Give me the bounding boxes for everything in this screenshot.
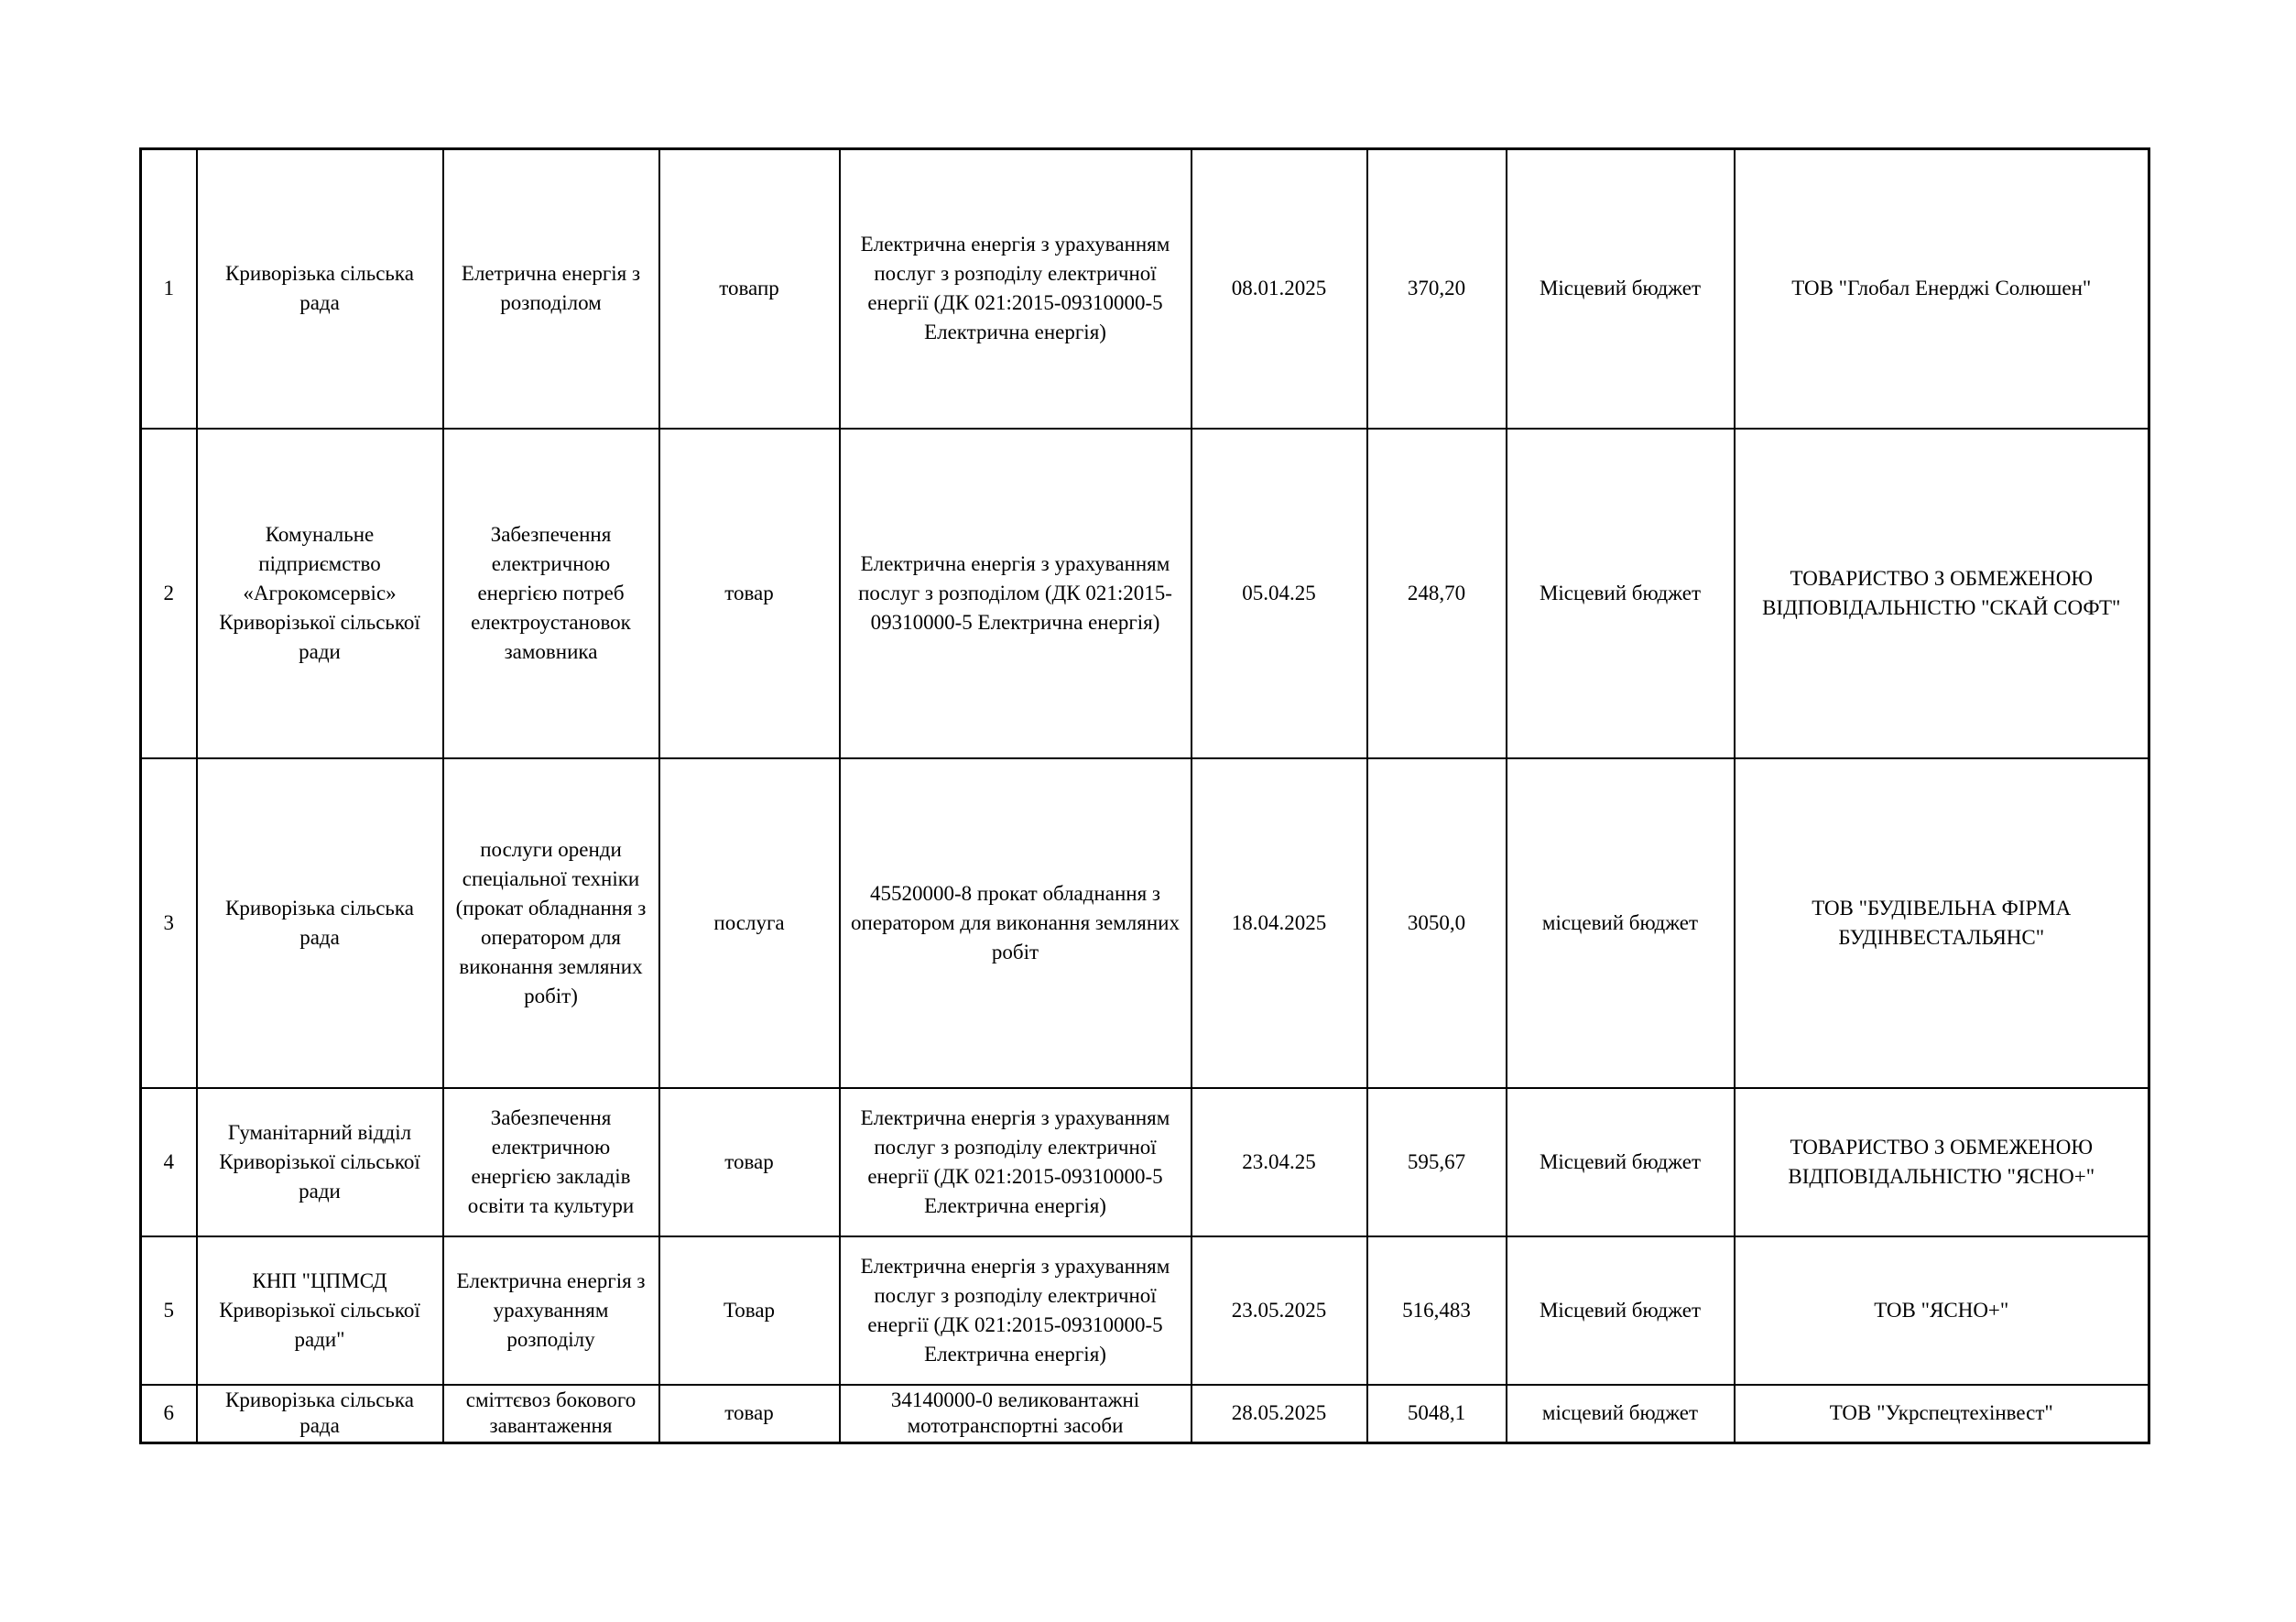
date-cell: 08.01.2025 — [1192, 149, 1367, 429]
type-cell: товапр — [659, 149, 840, 429]
subject-cell: сміттєвоз бокового завантаження — [443, 1385, 659, 1443]
supplier-cell: ТОВАРИСТВО З ОБМЕЖЕНОЮ ВІДПОВІДАЛЬНІСТЮ "СКАЙ СОФТ" — [1735, 429, 2149, 758]
date-cell: 28.05.2025 — [1192, 1385, 1367, 1443]
subject-cell: Електрична енергія з урахуванням розподілу — [443, 1236, 659, 1385]
subject-cell: Елетрична енергія з розподілом — [443, 149, 659, 429]
table-row — [141, 1236, 2149, 1385]
type-cell: послуга — [659, 758, 840, 1088]
classifier-cell: Електрична енергія з урахуванням послуг з розподілу електричної енергії (ДК 021:2015-09310000-5 Електрична енергія) — [840, 1236, 1192, 1385]
customer-cell: Криворізька сільська рада — [197, 1385, 443, 1443]
classifier-cell: 45520000-8 прокат обладнання з оператором для виконання земляних робіт — [840, 758, 1192, 1088]
customer-cell: КНП "ЦПМСД Криворізької сільської ради" — [197, 1236, 443, 1385]
classifier-cell: Електрична енергія з урахуванням послуг з розподілом (ДК 021:2015-09310000-5 Електрична енергія) — [840, 429, 1192, 758]
supplier-cell: ТОВ "Укрспецтехінвест" — [1735, 1385, 2149, 1443]
funding-cell: Місцевий бюджет — [1507, 149, 1735, 429]
table-row — [141, 758, 2149, 1088]
row-number: 6 — [141, 1385, 197, 1443]
amount-cell: 370,20 — [1367, 149, 1507, 429]
row-number: 4 — [141, 1088, 197, 1236]
table-row — [141, 149, 2149, 429]
subject-cell: Забезпечення електричною енергією потреб електроустановок замовника — [443, 429, 659, 758]
procurement-table — [139, 147, 2150, 1444]
type-cell: товар — [659, 1088, 840, 1236]
customer-cell: Криворізька сільська рада — [197, 149, 443, 429]
subject-cell: послуги оренди спеціальної техніки (прокат обладнання з оператором для виконання земляних робіт) — [443, 758, 659, 1088]
supplier-cell: ТОВ "Глобал Енерджі Солюшен" — [1735, 149, 2149, 429]
supplier-cell: ТОВ "ЯСНО+" — [1735, 1236, 2149, 1385]
funding-cell: місцевий бюджет — [1507, 758, 1735, 1088]
amount-cell: 595,67 — [1367, 1088, 1507, 1236]
customer-cell: Криворізька сільська рада — [197, 758, 443, 1088]
type-cell: товар — [659, 1385, 840, 1443]
customer-cell: Гуманітарний відділ Криворізької сільської ради — [197, 1088, 443, 1236]
supplier-cell: ТОВАРИСТВО З ОБМЕЖЕНОЮ ВІДПОВІДАЛЬНІСТЮ "ЯСНО+" — [1735, 1088, 2149, 1236]
classifier-cell: Електрична енергія з урахуванням послуг з розподілу електричної енергії (ДК 021:2015-09310000-5 Електрична енергія) — [840, 1088, 1192, 1236]
table-row — [141, 429, 2149, 758]
table-row — [141, 1385, 2149, 1443]
subject-cell: Забезпечення електричною енергією закладів освіти та культури — [443, 1088, 659, 1236]
supplier-cell: ТОВ "БУДІВЕЛЬНА ФІРМА БУДІНВЕСТАЛЬЯНС" — [1735, 758, 2149, 1088]
amount-cell: 248,70 — [1367, 429, 1507, 758]
customer-cell: Комунальне підприємство «Агрокомсервіс» Криворізької сільської ради — [197, 429, 443, 758]
classifier-cell: Електрична енергія з урахуванням послуг з розподілу електричної енергії (ДК 021:2015-09310000-5 Електрична енергія) — [840, 149, 1192, 429]
funding-cell: Місцевий бюджет — [1507, 1088, 1735, 1236]
row-number: 5 — [141, 1236, 197, 1385]
row-number: 2 — [141, 429, 197, 758]
funding-cell: Місцевий бюджет — [1507, 429, 1735, 758]
type-cell: товар — [659, 429, 840, 758]
date-cell: 23.04.25 — [1192, 1088, 1367, 1236]
type-cell: Товар — [659, 1236, 840, 1385]
date-cell: 05.04.25 — [1192, 429, 1367, 758]
row-number: 1 — [141, 149, 197, 429]
date-cell: 23.05.2025 — [1192, 1236, 1367, 1385]
funding-cell: Місцевий бюджет — [1507, 1236, 1735, 1385]
amount-cell: 516,483 — [1367, 1236, 1507, 1385]
funding-cell: місцевий бюджет — [1507, 1385, 1735, 1443]
table-row — [141, 1088, 2149, 1236]
amount-cell: 5048,1 — [1367, 1385, 1507, 1443]
classifier-cell: 34140000-0 великовантажні мототранспортні засоби — [840, 1385, 1192, 1443]
date-cell: 18.04.2025 — [1192, 758, 1367, 1088]
amount-cell: 3050,0 — [1367, 758, 1507, 1088]
row-number: 3 — [141, 758, 197, 1088]
